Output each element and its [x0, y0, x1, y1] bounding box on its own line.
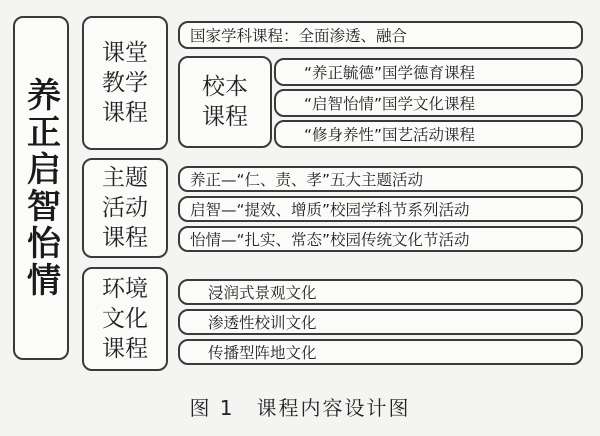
item-arts-activity	[274, 120, 583, 148]
item-culture-festival-text: 怡情—“扎实、常态”校园传统文化节活动	[190, 231, 470, 249]
main-title-text: 养正启智怡情	[20, 77, 61, 299]
category-classroom-teaching	[82, 16, 168, 150]
item-culture-festival	[178, 226, 583, 252]
item-culture-course	[274, 89, 583, 117]
category-environment-culture	[82, 267, 168, 371]
item-subject-festival-text: 启智—“提效、增质”校园学科节系列活动	[190, 201, 470, 219]
category-theme-activity	[82, 158, 168, 258]
item-motto-culture	[178, 309, 583, 335]
main-title	[13, 16, 69, 360]
item-position-culture-text: 传播型阵地文化	[208, 344, 317, 362]
item-theme-activities-text: 养正—“仁、责、孝”五大主题活动	[190, 171, 424, 189]
category-classroom-teaching-label: 课堂 教学 课程	[102, 40, 148, 126]
item-landscape-culture-text: 浸润式景观文化	[208, 284, 317, 302]
item-culture-course-text: “启智怡情”国学文化课程	[304, 95, 476, 113]
figure-caption: 图 1 课程内容设计图	[189, 396, 411, 420]
item-theme-activities	[178, 166, 583, 192]
category-environment-culture-label: 环境 文化 课程	[102, 276, 148, 362]
item-position-culture	[178, 339, 583, 365]
item-motto-culture-text: 渗透性校训文化	[208, 314, 317, 332]
item-moral-education-text: “养正毓德”国学德育课程	[304, 64, 476, 82]
item-subject-festival	[178, 196, 583, 222]
item-moral-education	[274, 58, 583, 86]
subcategory-school-based-label: 校本 课程	[202, 74, 248, 130]
subcategory-school-based	[178, 56, 272, 148]
item-landscape-culture	[178, 279, 583, 305]
category-theme-activity-label: 主题 活动 课程	[102, 165, 148, 251]
item-national-curriculum-text: 国家学科课程：全面渗透、融合	[190, 27, 408, 45]
item-national-curriculum	[178, 21, 583, 49]
item-arts-activity-text: “修身养性”国艺活动课程	[304, 126, 476, 144]
